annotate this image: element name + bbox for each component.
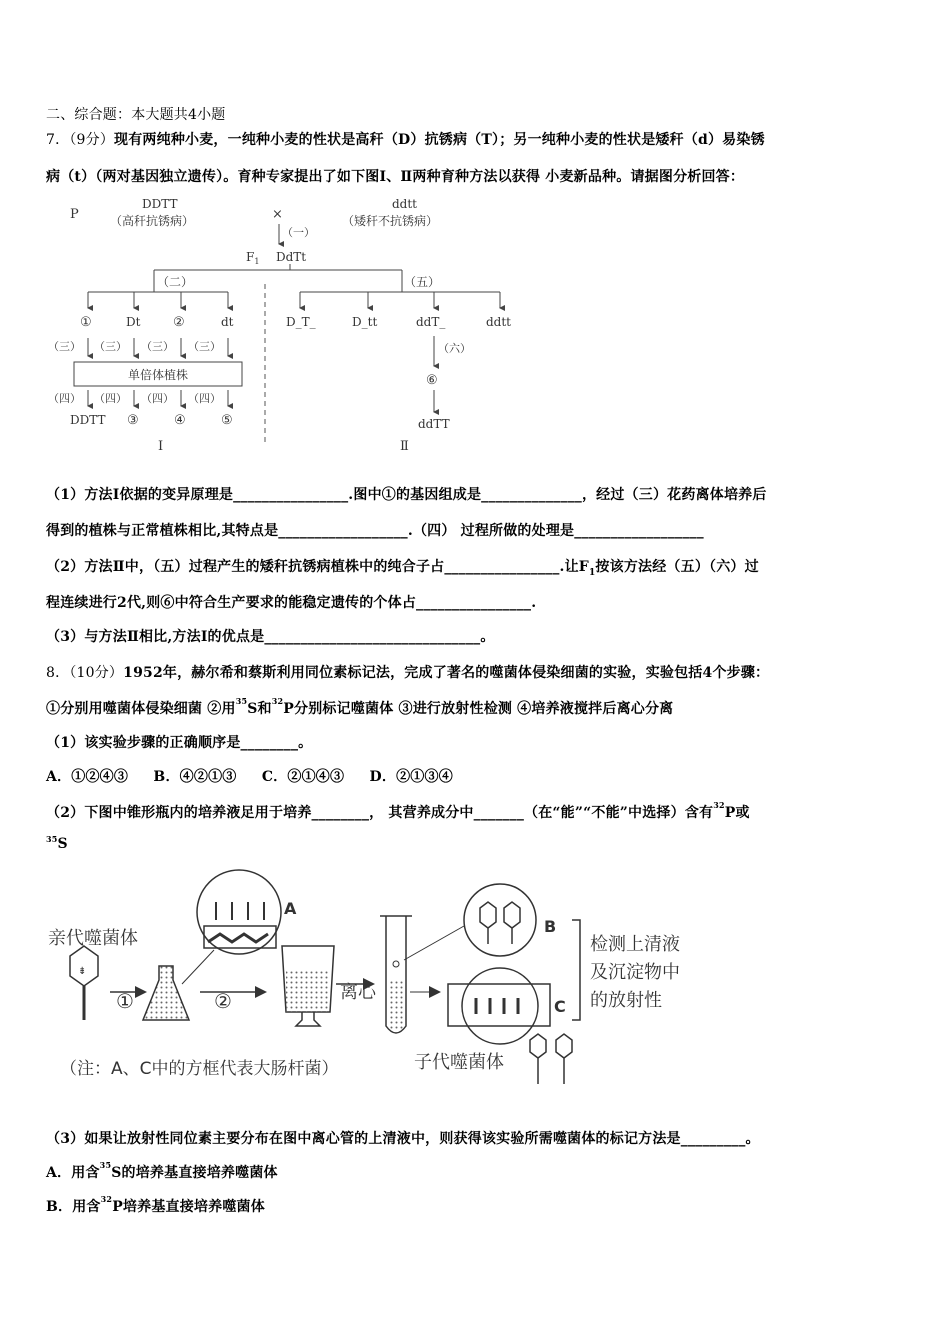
q8-sub1: （1）该实验步骤的正确顺序是________。: [46, 735, 313, 751]
f1-genotype: DdTt: [276, 250, 307, 264]
parent-phage-icon: [70, 946, 98, 1020]
q7-line1: [46, 129, 765, 149]
step-4-label-4: （四）: [188, 392, 221, 405]
cross-symbol: ×: [272, 207, 283, 222]
offspring-3: ddT_: [416, 315, 446, 329]
detect-line-2: 及沉淀物中: [590, 962, 680, 983]
step-1-label: （一）: [282, 226, 315, 239]
q7-sub3: （3）与方法Ⅱ相比,方法Ⅰ的优点是______________________________。: [46, 629, 495, 645]
step-2-label: （二）: [157, 275, 194, 289]
step-3-label-4: （三）: [188, 340, 221, 353]
step-6-label: （六）: [438, 342, 471, 355]
q8-sub3-option-b: B．用含$^{32}$P培养基直接培养噬菌体: [46, 1194, 265, 1215]
f1-label: $F_1$: [246, 250, 260, 266]
q7-sub2-line1: （2）方法Ⅱ中，（五）过程产生的矮秆抗锈病植株中的纯合子占________________.让$F_1$按该方法经（五）（六）过: [46, 559, 759, 578]
result-ddtt: DDTT: [70, 413, 106, 427]
q8-number: 8．: [46, 665, 70, 681]
q8-line1: [46, 662, 769, 682]
gamete-3: ②: [173, 315, 185, 330]
q7-stem-2: 病（t）（两对基因独立遗传）。育种专家提出了如下图Ⅰ、Ⅱ两种育种方法以获得 小麦新品种。请据图分析回答：: [46, 169, 745, 185]
breeding-diagram: [48, 196, 520, 458]
detect-line-1: 检测上清液: [590, 934, 680, 955]
haploid-box: 单倍体植株: [127, 368, 189, 382]
step-3-label-3: （三）: [141, 340, 174, 353]
svg-text:⇟: ⇟: [78, 966, 87, 977]
result-5: ⑤: [221, 413, 233, 428]
offspring-4: ddtt: [486, 315, 512, 329]
q8-score: （10分）: [69, 665, 124, 681]
p2-genotype: ddtt: [392, 197, 418, 211]
step-4-label-1: （四）: [48, 392, 81, 405]
q7-sub1-line2: 得到的植株与正常植株相比,其特点是__________________.（四） 过程所做的处理是__________________: [46, 523, 704, 539]
parent-phage-label: 亲代噬菌体: [48, 928, 138, 949]
label-a: A: [284, 899, 297, 918]
q8-sub2-line1: （2）下图中锥形瓶内的培养液足用于培养________， 其营养成分中_______（在“能”“不能”中选择）含有$^{32}$P或: [46, 800, 750, 821]
p1-genotype: DDTT: [142, 197, 178, 211]
diagram-note: （注：A、C中的方框代表大肠杆菌）: [60, 1059, 339, 1079]
q7-score: （9分）: [69, 132, 115, 148]
phage-experiment-diagram: [44, 880, 724, 1090]
step-3-label-1: （三）: [48, 340, 81, 353]
final-ddtt: ddTT: [418, 417, 450, 431]
centrifuge-label: 离心: [340, 982, 376, 1003]
offspring-phage-icon: [530, 1034, 572, 1084]
step-5-label: （五）: [404, 275, 441, 289]
q8-sub3: （3）如果让放射性同位素主要分布在图中离心管的上清液中，则获得该实验所需噬菌体的标记方法是_________。: [46, 1131, 760, 1147]
q8-sub1-options: A．①②④③ B．④②①③ C．②①④③ D．②①③④: [46, 769, 453, 785]
p-label: P: [70, 207, 79, 222]
step-3-label-2: （三）: [94, 340, 127, 353]
circle-6: ⑥: [426, 373, 438, 388]
q7-number: 7．: [46, 132, 70, 148]
q8-sub2-line2: $^{35}$S: [46, 834, 68, 852]
gamete-1: ①: [80, 315, 92, 330]
gamete-4: dt: [221, 315, 234, 329]
p2-phenotype: （矮秆不抗锈病）: [342, 214, 439, 228]
q7-sub2-line2: 程连续进行2代,则⑥中符合生产要求的能稳定遗传的个体占________________.: [46, 595, 537, 611]
q7-stem-1: 现有两纯种小麦，一纯种小麦的性状是高秆（D）抗锈病（T）；另一纯种小麦的性状是矮秆（d）易染锈: [114, 132, 765, 148]
result-3: ③: [127, 413, 139, 428]
offspring-2: D_tt: [352, 315, 378, 329]
q8-stem-1: 1952年，赫尔希和蔡斯利用同位素标记法，完成了著名的噬菌体侵染细菌的实验，实验包括4个步骤：: [123, 665, 770, 681]
supernatant-circle-icon: [464, 884, 536, 956]
label-b: B: [544, 917, 557, 936]
result-4: ④: [174, 413, 186, 428]
sediment-circle-icon: [462, 968, 538, 1044]
step-4-label-3: （四）: [141, 392, 174, 405]
offspring-phage-label: 子代噬菌体: [414, 1052, 504, 1073]
gamete-2: Dt: [126, 315, 141, 329]
step-2-circle: ②: [214, 989, 232, 1013]
label-c: C: [554, 997, 566, 1016]
q8-steps: ①分别用噬菌体侵染细菌 ②用$^{35}$S和$^{32}$P分别标记噬菌体 ③进行放射性检测 ④培养液搅拌后离心分离: [46, 696, 674, 717]
offspring-1: D_T_: [286, 315, 316, 329]
q8-sub3-option-a: A．用含$^{35}$S的培养基直接培养噬菌体: [46, 1160, 278, 1181]
step-1-circle: ①: [116, 989, 134, 1013]
flask-icon: [143, 966, 189, 1020]
p1-phenotype: （高秆抗锈病）: [110, 214, 195, 228]
q7-sub1-line1: （1）方法Ⅰ依据的变异原理是________________.图中①的基因组成是______________，经过（三）花药离体培养后: [46, 487, 767, 503]
step-4-label-2: （四）: [94, 392, 127, 405]
method-1-label: Ⅰ: [158, 439, 164, 454]
method-2-label: Ⅱ: [400, 439, 409, 454]
detect-line-3: 的放射性: [590, 990, 662, 1011]
section-title: 二、综合题：本大题共4小题: [46, 107, 226, 123]
